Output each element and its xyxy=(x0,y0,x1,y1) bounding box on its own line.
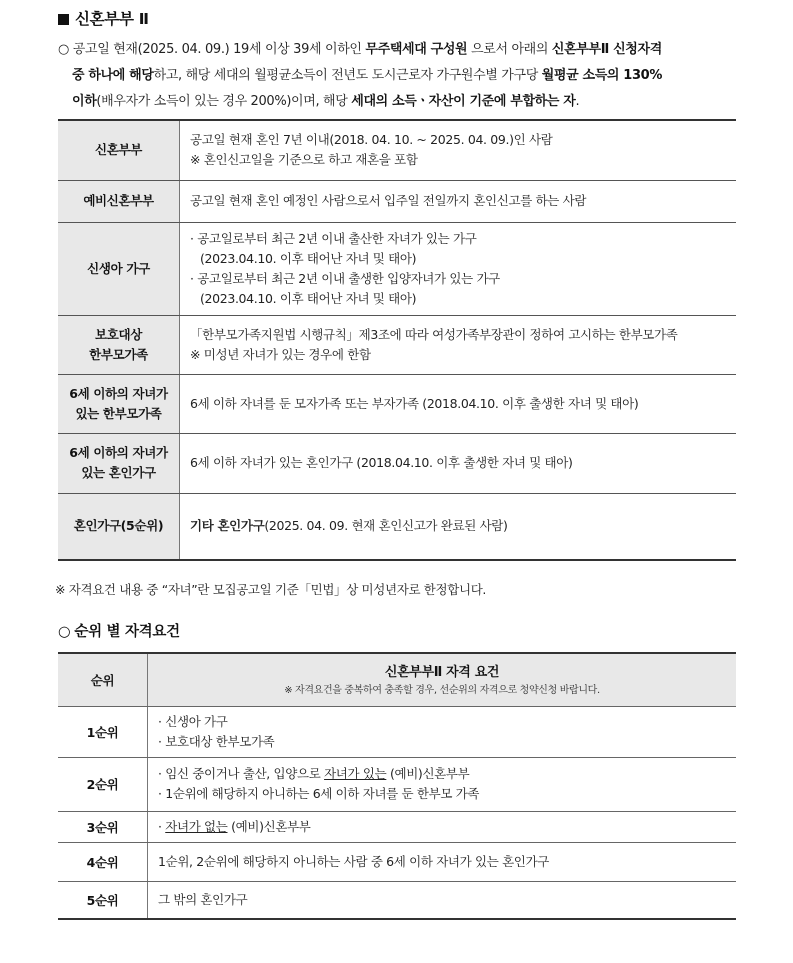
col-header-requirements xyxy=(148,653,737,706)
rank-value: 1순위, 2순위에 해당하지 아니하는 사람 중 6세 이하 자녀가 있는 혼인가구 xyxy=(148,842,737,881)
table-row xyxy=(58,881,736,919)
table-row xyxy=(58,120,736,180)
value-text: · 임신 중이거나 출산, 입양으로 xyxy=(158,766,325,781)
section2-title-text: 순위 별 자격요건 xyxy=(74,624,180,640)
table-header-row xyxy=(58,653,736,706)
table-row xyxy=(58,757,736,811)
table-row xyxy=(58,222,736,315)
label-line: 한부모가족 xyxy=(89,346,148,362)
circle-bullet-icon: ○ xyxy=(58,624,71,640)
intro-bold: 무주택세대 구성원 xyxy=(365,42,468,57)
value-line: 공고일 현재 혼인 예정인 사람으로서 입주일 전일까지 혼인신고를 하는 사람 xyxy=(190,193,587,208)
intro-bold: 월평균 소득의 130% xyxy=(541,68,663,83)
intro-text: 하고, 해당 세대의 월평균소득이 전년도 도시근로자 가구원수별 가구당 xyxy=(153,68,542,83)
intro-text: 으로서 아래의 xyxy=(467,42,552,57)
section-title xyxy=(58,7,149,29)
row-value xyxy=(180,222,737,315)
table-row xyxy=(58,811,736,842)
rank-cell: 5순위 xyxy=(58,881,148,919)
value-text: (예비)신혼부부 xyxy=(386,766,470,781)
row-label: 혼인가구(5순위) xyxy=(58,493,180,560)
table-row xyxy=(58,433,736,493)
rank-value xyxy=(148,706,737,757)
table-row xyxy=(58,180,736,222)
rank-value xyxy=(148,811,737,842)
table-row xyxy=(58,706,736,757)
row-label: 신생아 가구 xyxy=(58,222,180,315)
value-text: (2025. 04. 09. 현재 혼인신고가 완료된 사람) xyxy=(264,518,508,534)
table-row xyxy=(58,374,736,433)
value-line: · 보호대상 한부모가족 xyxy=(158,733,275,749)
value-text: (예비)신혼부부 xyxy=(227,818,311,834)
row-value xyxy=(180,493,737,560)
row-label: 신혼부부 xyxy=(58,120,180,180)
intro-bold: 신혼부부Ⅱ 신청자격 xyxy=(551,42,662,57)
label-line: 있는 한부모가족 xyxy=(75,405,162,421)
section-title-text: 신혼부부 Ⅱ xyxy=(75,10,149,28)
value-line: (2023.04.10. 이후 태어난 자녀 및 태아) xyxy=(200,290,417,306)
underlined-text: 자녀가 있는 xyxy=(324,766,387,781)
intro-text: 공고일 현재(2025. 04. 09.) 19세 이상 39세 이하인 xyxy=(72,42,366,57)
header-subnote: ※ 자격요건을 중복하여 충족할 경우, 선순위의 자격으로 청약신청 바랍니다. xyxy=(284,684,600,696)
square-bullet-icon xyxy=(58,14,69,25)
value-line: · 신생아 가구 xyxy=(158,713,228,729)
table-row xyxy=(58,842,736,881)
underlined-text: 자녀가 없는 xyxy=(165,818,228,834)
value-line: 6세 이하 자녀를 둔 모자가족 또는 부자가족 (2018.04.10. 이후 출생한 자녀 및 태아) xyxy=(190,395,639,411)
label-line: 있는 혼인가구 xyxy=(81,465,156,480)
table-row xyxy=(58,315,736,374)
row-value xyxy=(180,315,737,374)
rank-cell: 2순위 xyxy=(58,757,148,811)
value-text: · xyxy=(158,818,166,834)
rank-table xyxy=(58,652,736,920)
row-value xyxy=(180,374,737,433)
value-line: · 공고일로부터 최근 2년 이내 출생한 입양자녀가 있는 가구 xyxy=(190,270,500,286)
value-line: ※ 혼인신고일을 기준으로 하고 재혼을 포함 xyxy=(190,152,418,168)
eligibility-table xyxy=(58,119,736,561)
label-line: 6세 이하의 자녀가 xyxy=(69,445,168,460)
row-value xyxy=(180,180,737,222)
label-line: 6세 이하의 자녀가 xyxy=(69,385,168,401)
col-header-rank: 순위 xyxy=(58,653,148,706)
value-line: 「한부모가족지원법 시행규칙」제3조에 따라 여성가족부장관이 정하여 고시하는 한부모가족 xyxy=(190,326,678,342)
header-title: 신혼부부Ⅱ 자격 요건 xyxy=(384,664,500,680)
intro-bold: 중 하나에 해당 xyxy=(72,68,154,83)
value-line: 6세 이하 자녀가 있는 혼인가구 (2018.04.10. 이후 출생한 자녀 및 태아) xyxy=(190,455,573,470)
rank-value xyxy=(148,757,737,811)
intro-paragraph xyxy=(58,37,748,115)
table-row xyxy=(58,493,736,560)
row-label xyxy=(58,374,180,433)
value-line: ※ 미성년 자녀가 있는 경우에 한함 xyxy=(190,346,371,362)
value-line: · 공고일로부터 최근 2년 이내 출산한 자녀가 있는 가구 xyxy=(190,230,477,246)
value-bold: 기타 혼인가구 xyxy=(190,518,265,534)
intro-text: . xyxy=(575,94,580,109)
intro-bold: 세대의 소득ㆍ자산이 기준에 부합하는 자 xyxy=(351,94,576,109)
section2-title xyxy=(58,620,180,641)
value-line: · 1순위에 해당하지 아니하는 6세 이하 자녀를 둔 한부모 가족 xyxy=(158,786,480,801)
rank-value: 그 밖의 혼인가구 xyxy=(148,881,737,919)
label-line: 보호대상 xyxy=(95,326,142,342)
row-label: 예비신혼부부 xyxy=(58,180,180,222)
intro-text: (배우자가 소득이 있는 경우 200%)이며, 해당 xyxy=(96,94,352,109)
intro-bold: 이하 xyxy=(72,94,97,109)
rank-cell: 4순위 xyxy=(58,842,148,881)
value-line: (2023.04.10. 이후 태어난 자녀 및 태아) xyxy=(200,250,417,266)
intro-line-3 xyxy=(58,89,748,115)
intro-line-2 xyxy=(58,63,748,89)
footnote: ※ 자격요건 내용 중 “자녀”란 모집공고일 기준「민법」상 미성년자로 한정합니다. xyxy=(55,582,487,597)
row-value xyxy=(180,433,737,493)
circle-bullet-icon: ○ xyxy=(58,42,69,57)
row-value xyxy=(180,120,737,180)
row-label xyxy=(58,433,180,493)
rank-cell: 3순위 xyxy=(58,811,148,842)
value-line xyxy=(158,764,735,784)
rank-cell: 1순위 xyxy=(58,706,148,757)
value-line: 공고일 현재 혼인 7년 이내(2018. 04. 10. ~ 2025. 04. 09.)인 사람 xyxy=(190,132,553,148)
row-label xyxy=(58,315,180,374)
